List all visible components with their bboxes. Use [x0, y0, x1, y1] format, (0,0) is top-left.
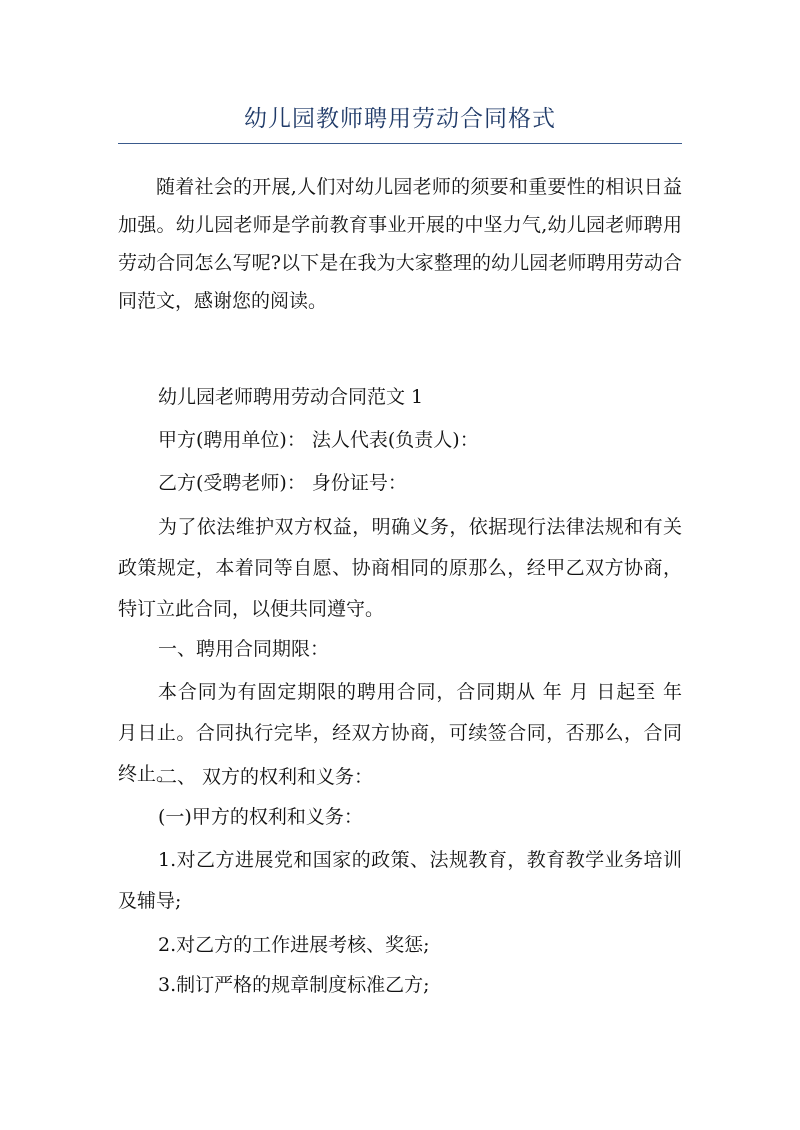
clause1-heading: 一、聘用合同期限： — [158, 638, 330, 660]
list-item-2: 2.对乙方的工作进展考核、奖惩; — [158, 934, 430, 956]
purpose-paragraph: 为了依法维护双方权益，明确义务，依据现行法律法规和有关政策规定，本着同等自愿、协商相同的原那么，经甲乙双方协商，特订立此合同，以便共同遵守。 — [118, 516, 682, 620]
clause1-body: 本合同为有固定期限的聘用合同，合同期从 年 月 日起至 年 月日止。合同执行完毕，经双方协商，可续签合同，否那么，合同终止。 — [118, 681, 682, 785]
list-item-3: 3.制订严格的规章制度标准乙方; — [158, 974, 430, 996]
party-b-line: 乙方(受聘老师)： 身份证号： — [158, 472, 407, 494]
intro-paragraph: 随着社会的开展,人们对幼儿园老师的须要和重要性的相识日益加强。幼儿园老师是学前教育事业开展的中坚力气,幼儿园老师聘用劳动合同怎么写呢?以下是在我为大家整理的幼儿园老师聘用劳动合同范文，感谢您的阅读。 — [118, 176, 682, 312]
clause2-subheading: (一)甲方的权利和义务： — [158, 806, 363, 828]
title-underline — [118, 143, 682, 144]
party-a-line: 甲方(聘用单位)： 法人代表(负责人)： — [158, 429, 479, 451]
document-title: 幼儿园教师聘用劳动合同格式 — [244, 106, 556, 132]
section-title: 幼儿园老师聘用劳动合同范文 1 — [158, 386, 424, 408]
list-item-1: 1.对乙方进展党和国家的政策、法规教育，教育教学业务培训及辅导; — [118, 849, 682, 912]
clause2-heading: 二、 双方的权利和义务： — [158, 766, 374, 788]
